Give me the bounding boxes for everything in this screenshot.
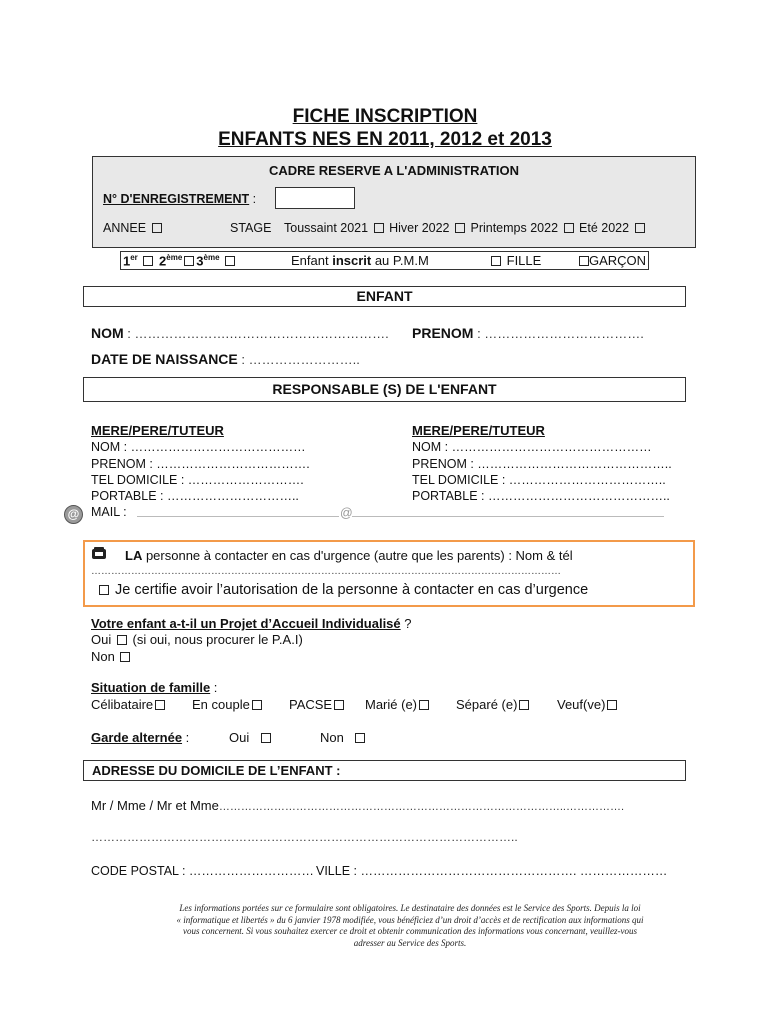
order-options <box>123 253 237 268</box>
footer-line-3: vous concernent. Si vous souhaitez exercer ce droit et obtenir communication des informations vous concernant, veuillez-vous <box>183 926 637 936</box>
family-veuf-checkbox[interactable] <box>607 700 617 710</box>
address-name-row <box>91 798 624 813</box>
pai-question-mark: ? <box>400 616 412 631</box>
family-pacse-label: PACSE <box>289 697 333 712</box>
email-at-sign: @ <box>340 506 353 520</box>
responsible-left-prenom[interactable]: PRENOM : ………………………………. <box>91 456 310 471</box>
child-last-name-label: NOM <box>91 325 124 341</box>
admin-heading: CADRE RESERVE A L'ADMINISTRATION <box>268 163 520 178</box>
responsible-right <box>412 423 672 504</box>
pai-yes-checkbox[interactable] <box>117 635 127 645</box>
responsible-left-nom[interactable]: NOM : …………………………………… <box>91 440 306 455</box>
pmm-after: au P.M.M <box>371 253 429 268</box>
order-2: 2 <box>159 253 167 269</box>
footer-line-2: « informatique et libertés » du 6 janvier 1978 modifiée, vous bénéficiez d’un droit d’accès et de rectification aux informations qui <box>176 914 644 925</box>
order-1-checkbox[interactable] <box>143 256 153 266</box>
year-checkbox[interactable] <box>152 223 162 233</box>
address-line-2[interactable]: …………………………………………………………………………………………….. <box>91 830 518 844</box>
girl-checkbox[interactable] <box>491 256 501 266</box>
child-heading: ENFANT <box>83 286 686 307</box>
footer-legal <box>130 903 690 949</box>
child-birth-field <box>91 351 360 367</box>
email-user-line[interactable] <box>137 516 339 517</box>
family-option-celibataire <box>91 697 167 712</box>
family-celibataire-label: Célibataire <box>91 697 154 712</box>
child-birth-dots[interactable]: : …………………….. <box>237 352 360 367</box>
stage-options <box>284 221 647 235</box>
responsible-heading: RESPONSABLE (S) DE L'ENFANT <box>83 377 686 402</box>
family-label-row <box>91 680 217 695</box>
emergency-contact-text <box>125 548 573 563</box>
pmm-before: Enfant <box>291 253 333 268</box>
order-3-sup: ème <box>203 253 220 262</box>
custody-no-checkbox[interactable] <box>355 733 365 743</box>
email-icon: @ <box>64 505 83 524</box>
custody-label: Garde alternée <box>91 730 183 745</box>
family-couple-checkbox[interactable] <box>252 700 262 710</box>
address-heading: ADRESSE DU DOMICILE DE L’ENFANT : <box>92 763 341 778</box>
responsible-right-nom[interactable]: NOM : ………………………………………… <box>412 440 652 455</box>
title-line-2: ENFANTS NES EN 2011, 2012 et 2013 <box>218 129 552 150</box>
order-1-sup: er <box>130 253 138 262</box>
stage-toussaint-checkbox[interactable] <box>374 223 384 233</box>
order-3: 3 <box>196 253 204 269</box>
stage-hiver-checkbox[interactable] <box>455 223 465 233</box>
emergency-bold: LA <box>125 548 143 563</box>
pai-no-checkbox[interactable] <box>120 652 130 662</box>
year-label: ANNEE <box>103 221 147 235</box>
responsible-right-prenom[interactable]: PRENOM : ……………………………………….. <box>412 456 672 471</box>
child-last-name-dots[interactable]: : ………………….………………………………. <box>123 326 389 341</box>
stage-ete: Eté 2022 <box>579 221 630 235</box>
pai-no-label: Non <box>91 649 115 664</box>
footer-line-1: Les informations portées sur ce formulaire sont obligatoires. Le destinataire des données est le Service des Sports. Depuis la loi <box>179 903 641 913</box>
stage-toussaint: Toussaint 2021 <box>284 221 369 235</box>
certify-text: Je certifie avoir l’autorisation de la personne à contacter en cas d’urgence <box>115 582 589 598</box>
enrollment-row <box>120 251 649 270</box>
title-line-1: FICHE INSCRIPTION <box>292 106 478 127</box>
family-option-marie <box>365 697 431 712</box>
family-option-veuf <box>557 697 619 712</box>
email-domain-line[interactable] <box>352 516 664 517</box>
family-marie-checkbox[interactable] <box>419 700 429 710</box>
registration-row <box>103 192 256 206</box>
custody-no <box>320 730 367 745</box>
boy-label: GARÇON <box>589 253 647 268</box>
family-colon: : <box>210 680 218 695</box>
family-label: Situation de famille <box>91 680 211 695</box>
boy-checkbox[interactable] <box>579 256 589 266</box>
order-2-sup: ème <box>166 253 183 262</box>
phone-book-icon <box>91 547 107 560</box>
child-first-name-label: PRENOM <box>412 325 474 341</box>
responsible-left <box>91 423 310 521</box>
year-field <box>103 221 164 235</box>
custody-yes <box>229 730 273 745</box>
family-option-separe <box>456 697 531 712</box>
registration-colon: : <box>252 192 257 206</box>
custody-yes-checkbox[interactable] <box>261 733 271 743</box>
family-pacse-checkbox[interactable] <box>334 700 344 710</box>
emergency-box <box>83 540 695 607</box>
girl-option <box>489 253 541 268</box>
family-option-couple <box>192 697 264 712</box>
pmm-text <box>291 253 429 268</box>
custody-no-label: Non <box>320 730 344 745</box>
registration-label: N° D'ENREGISTREMENT <box>103 192 250 206</box>
stage-label: STAGE <box>230 221 272 235</box>
pai-no-row <box>91 649 132 664</box>
boy-option <box>579 253 646 268</box>
address-city[interactable]: VILLE : ……………………………………………. ………………… <box>316 864 668 878</box>
family-separe-label: Séparé (e) <box>456 697 518 712</box>
child-last-name-field <box>91 325 389 341</box>
address-heading-box <box>83 760 686 781</box>
custody-colon: : <box>182 730 190 745</box>
pai-question: Votre enfant a-t-il un Projet d’Accueil Individualisé <box>91 616 401 631</box>
pai-yes-note: (si oui, nous procurer le P.A.I) <box>132 632 303 647</box>
responsible-right-title: MERE/PERE/TUTEUR <box>412 423 545 438</box>
family-option-pacse <box>289 697 346 712</box>
responsible-left-title: MERE/PERE/TUTEUR <box>91 423 224 438</box>
custody-label-row <box>91 730 189 745</box>
registration-input[interactable] <box>275 187 355 209</box>
stage-hiver: Hiver 2022 <box>389 221 450 235</box>
order-1: 1 <box>123 253 131 269</box>
family-celibataire-checkbox[interactable] <box>155 700 165 710</box>
emergency-text: personne à contacter en cas d'urgence (autre que les parents) : Nom & tél <box>142 548 573 563</box>
family-veuf-label: Veuf(ve) <box>557 697 606 712</box>
emergency-dots[interactable]: …………………………………………………………………………………………………………………………… <box>91 566 561 577</box>
child-first-name-dots[interactable]: : ………………………………. <box>473 326 644 341</box>
admin-box <box>92 156 696 248</box>
family-separe-checkbox[interactable] <box>519 700 529 710</box>
family-couple-label: En couple <box>192 697 250 712</box>
address-name-label: Mr / Mme / Mr et Mme <box>91 798 219 813</box>
child-first-name-field <box>412 325 644 341</box>
stage-ete-checkbox[interactable] <box>635 223 645 233</box>
pmm-bold: inscrit <box>332 253 372 268</box>
responsible-right-portable[interactable]: PORTABLE : …………………………………….. <box>412 489 670 504</box>
order-3-checkbox[interactable] <box>225 256 235 266</box>
responsible-mail-row <box>91 504 310 520</box>
pai-question-row <box>91 616 411 631</box>
stage-printemps: Printemps 2022 <box>470 221 559 235</box>
girl-label: FILLE <box>506 253 542 268</box>
order-2-checkbox[interactable] <box>184 256 194 266</box>
responsible-mail-label: MAIL : <box>91 505 127 520</box>
responsible-left-portable[interactable]: PORTABLE : ………………………….. <box>91 489 299 504</box>
custody-yes-label: Oui <box>229 730 250 745</box>
footer-line-4: adresser au Service des Sports. <box>353 937 467 948</box>
pai-yes-row <box>91 632 303 647</box>
family-marie-label: Marié (e) <box>365 697 418 712</box>
stage-printemps-checkbox[interactable] <box>564 223 574 233</box>
pai-yes-label: Oui <box>91 632 112 647</box>
certify-row <box>97 582 588 598</box>
responsible-right-tel[interactable]: TEL DOMICILE : ……………………………….. <box>412 472 666 487</box>
certify-checkbox[interactable] <box>99 585 109 595</box>
address-postal[interactable]: CODE POSTAL : ………………………… <box>91 864 314 878</box>
address-name-dots[interactable]: …………………………………………………………………………………..……………. <box>218 801 625 813</box>
responsible-left-tel[interactable]: TEL DOMICILE : ………………………. <box>91 472 304 487</box>
child-birth-label: DATE DE NAISSANCE <box>91 351 238 367</box>
